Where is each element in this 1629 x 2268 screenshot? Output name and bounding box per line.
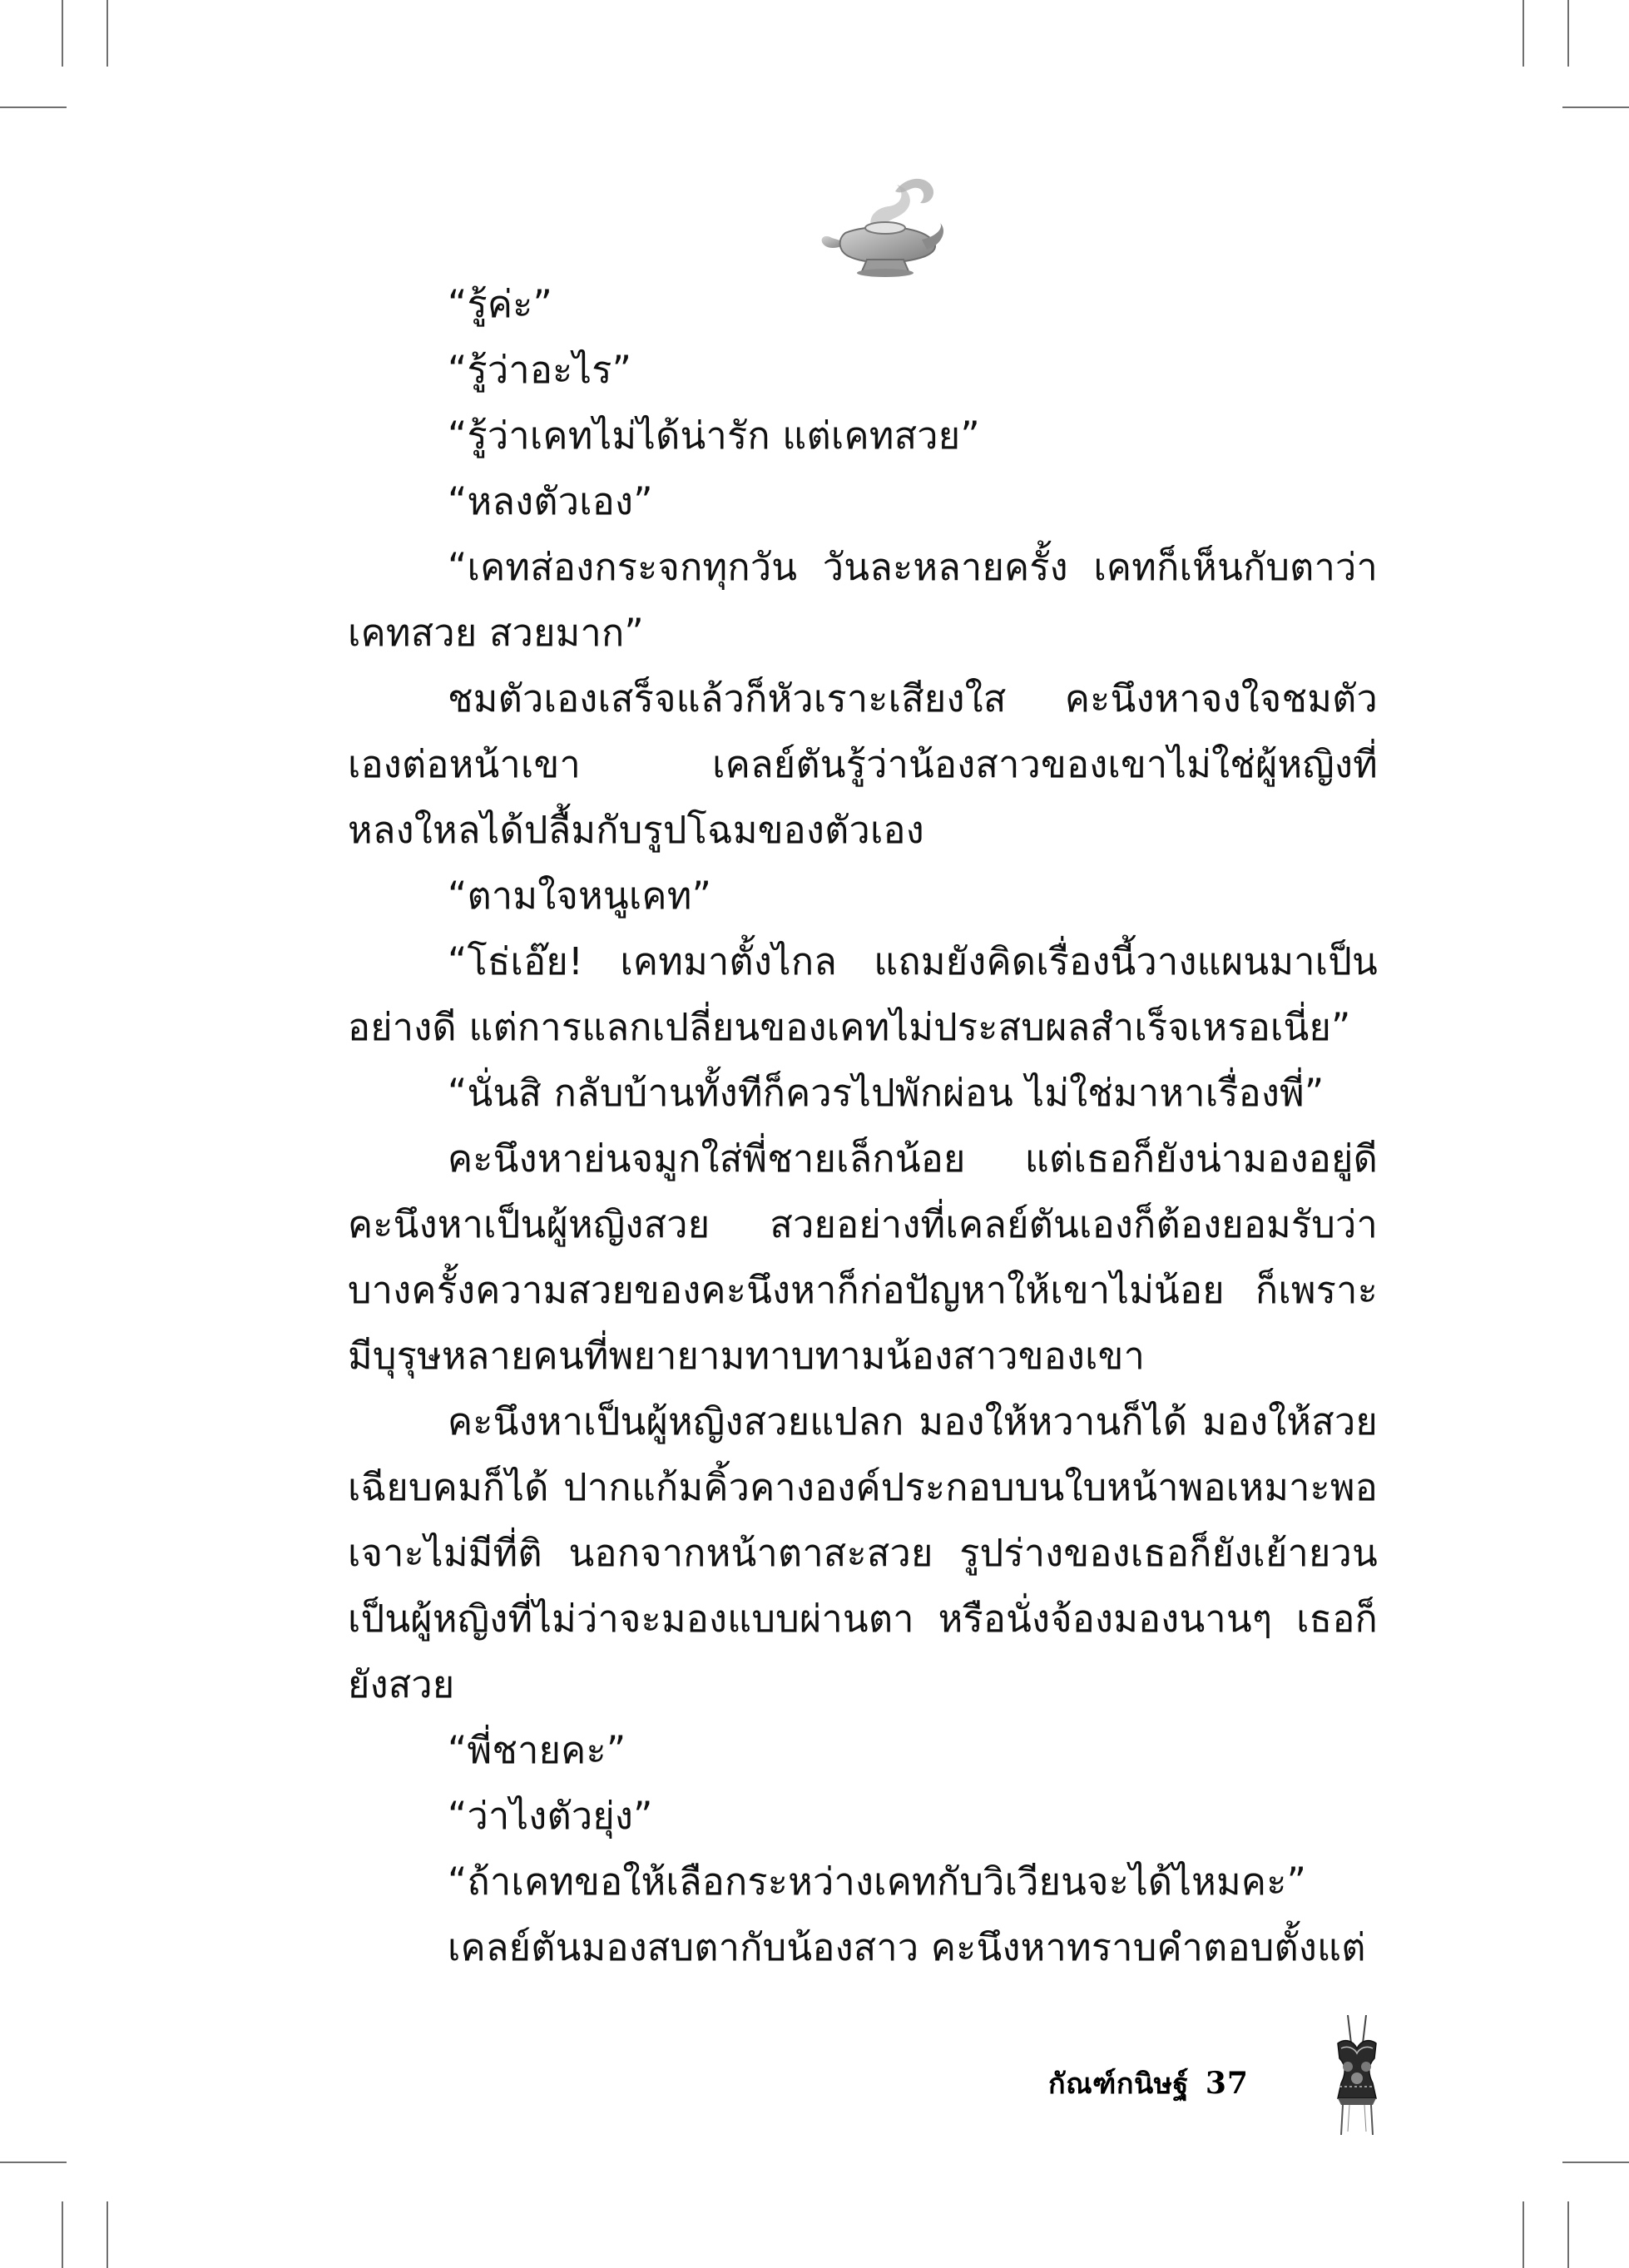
paragraph: “ตามใจหนูเคท” xyxy=(448,874,712,918)
paragraph: “ถ้าเคทขอให้เลือกระหว่างเคทกับวิเวียนจะได้ไหมคะ” xyxy=(448,1859,1307,1904)
crop-mark-top-right-h xyxy=(1562,106,1629,108)
page-footer xyxy=(1048,2058,1249,2108)
crop-mark-top-left-h xyxy=(0,106,67,108)
crop-mark-top-right-v2 xyxy=(1567,0,1569,67)
crop-mark-bottom-left-v2 xyxy=(106,2201,108,2268)
crop-mark-bottom-right-h xyxy=(1562,2162,1629,2163)
body-text xyxy=(348,271,1378,1980)
crop-mark-top-left-v2 xyxy=(106,0,108,67)
paragraph: คะนึงหาย่นจมูกใส่พี่ชายเล็กน้อย แต่เธอก็ยังน่ามองอยู่ดี คะนึงหาเป็นผู้หญิงสวย สวยอย่างที่เคลย์ตันเองก็ต้องยอมรับว่า บางครั้งความสวยของคะนึงหาก็ก่อปัญหาให้เขาไม่น้อย ก็เพราะมีบุรุษหลายคนที่พยายามทาบทามน้องสาวของเขา xyxy=(348,1136,1378,1378)
paragraph: “รู้ค่ะ” xyxy=(448,282,553,326)
crop-mark-top-right-v1 xyxy=(1523,0,1524,67)
paragraph: คะนึงหาเป็นผู้หญิงสวยแปลก มองให้หวานก็ได้ มองให้สวยเฉียบคมก็ได้ ปากแก้มคิ้วคางองค์ประกอบบนใบหน้าพอเหมาะพอเจาะไม่มีที่ติ นอกจากหน้าตาสะสวย รูปร่างของเธอก็ยังเย้ายวน เป็นผู้หญิงที่ไม่ว่าจะมองแบบผ่านตา หรือนั่งจ้องมองนานๆ เธอก็ยังสวย xyxy=(348,1399,1378,1706)
paragraph: “นั่นสิ กลับบ้านทั้งทีก็ควรไปพักผ่อน ไม่ใช่มาหาเรื่องพี่” xyxy=(448,1071,1324,1115)
paragraph: “รู้ว่าเคทไม่ได้น่ารัก แต่เคทสวย” xyxy=(448,413,980,458)
genie-lamp-icon xyxy=(815,173,944,280)
crop-mark-bottom-right-v1 xyxy=(1523,2201,1524,2268)
paragraph: “ว่าไงตัวยุ่ง” xyxy=(448,1794,653,1838)
crop-mark-bottom-right-v2 xyxy=(1567,2201,1569,2268)
paragraph: “พี่ชายคะ” xyxy=(448,1728,626,1772)
paragraph: “รู้ว่าอะไร” xyxy=(448,348,632,392)
paragraph: ชมตัวเองเสร็จแล้วก็หัวเราะเสียงใส คะนึงหาจงใจชมตัวเองต่อหน้าเขา เคลย์ตันรู้ว่าน้องสาวของเขาไม่ใช่ผู้หญิงที่หลงใหลได้ปลื้มกับรูปโฉมของตัวเอง xyxy=(348,676,1378,852)
paragraph: “เคทส่องกระจกทุกวัน วันละหลายครั้ง เคทก็เห็นกับตาว่าเคทสวย สวยมาก” xyxy=(348,545,1378,655)
paragraph: “โธ่เอ๊ย! เคทมาตั้งไกล แถมยังคิดเรื่องนี้วางแผนมาเป็นอย่างดี แต่การแลกเปลี่ยนของเคทไม่ประสบผลสำเร็จเหรอเนี่ย” xyxy=(348,939,1378,1049)
crop-mark-top-left-v1 xyxy=(62,0,63,67)
paragraph: “หลงตัวเอง” xyxy=(448,479,653,523)
running-title: กัณฑ์กนิษฐ์ xyxy=(1048,2067,1189,2101)
corset-icon xyxy=(1329,2015,1384,2135)
page-number: 37 xyxy=(1205,2066,1249,2101)
crop-mark-bottom-left-h xyxy=(0,2162,67,2163)
paragraph: เคลย์ตันมองสบตากับน้องสาว คะนึงหาทราบคำตอบตั้งแต่ xyxy=(448,1925,1366,1969)
crop-mark-bottom-left-v1 xyxy=(62,2201,63,2268)
